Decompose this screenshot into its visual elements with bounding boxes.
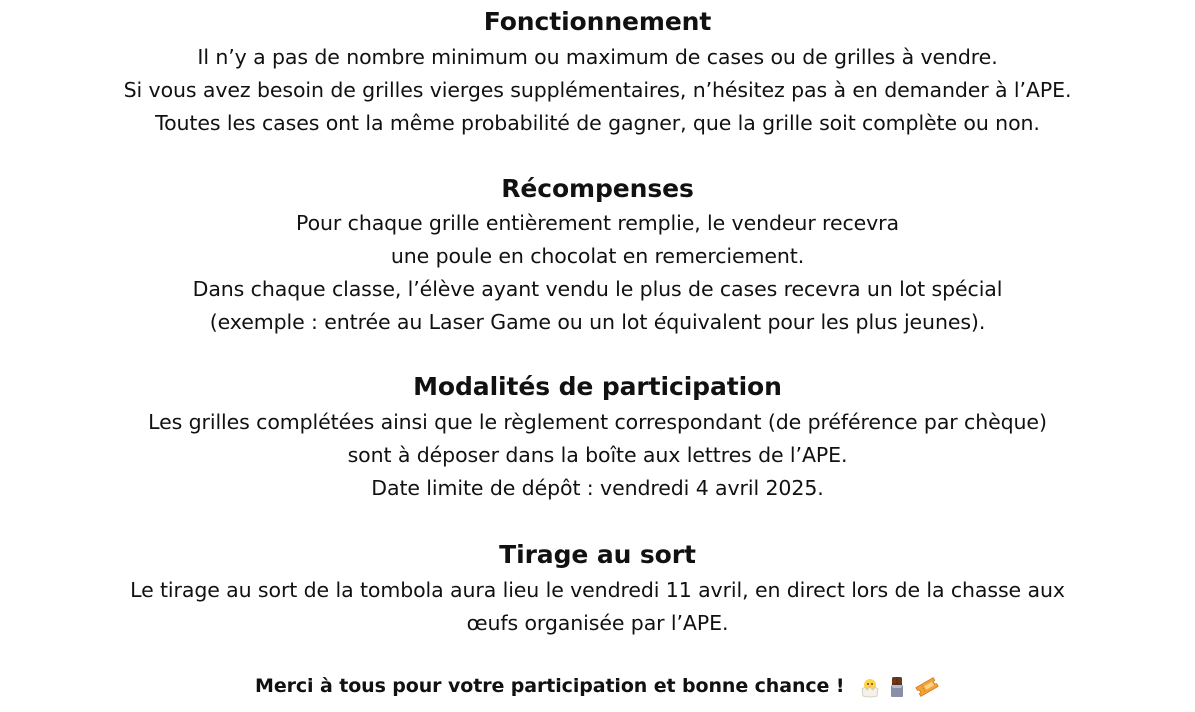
ticket-icon (914, 676, 940, 698)
section-line: Dans chaque classe, l’élève ayant vendu le plus de cases recevra un lot spécial (192, 277, 1003, 301)
section-line: Pour chaque grille entièrement remplie, le vendeur recevra (296, 211, 899, 235)
section-line: Il n’y a pas de nombre minimum ou maximum de cases ou de grilles à vendre. (197, 45, 998, 69)
section-title-modalites: Modalités de participation (413, 372, 782, 401)
section-line: Toutes les cases ont la même probabilité de gagner, que la grille soit complète ou non. (155, 111, 1040, 135)
section-line: (exemple : entrée au Laser Game ou un lot équivalent pour les plus jeunes). (209, 310, 986, 334)
emoji-row (859, 671, 940, 703)
section-title-recompenses: Récompenses (501, 174, 694, 203)
closing-text: Merci à tous pour votre participation et bonne chance ! (255, 675, 845, 697)
closing-line (0, 670, 1195, 703)
chocolate-bar-icon (887, 676, 907, 698)
section-title-fonctionnement: Fonctionnement (483, 7, 712, 36)
hatching-chick-icon (859, 676, 881, 698)
section-line: œufs organisée par l’APE. (466, 611, 729, 635)
section-line: sont à déposer dans la boîte aux lettres de l’APE. (347, 443, 848, 467)
section-title-tirage: Tirage au sort (499, 540, 696, 569)
section-line: Le tirage au sort de la tombola aura lieu le vendredi 11 avril, en direct lors de la chasse aux (130, 578, 1065, 602)
section-line: Date limite de dépôt : vendredi 4 avril 2025. (371, 476, 824, 500)
section-line: Les grilles complétées ainsi que le règlement correspondant (de préférence par chèque) (148, 410, 1047, 434)
section-line: une poule en chocolat en remerciement. (390, 244, 805, 268)
section-line: Si vous avez besoin de grilles vierges supplémentaires, n’hésitez pas à en demander à l’APE. (123, 78, 1072, 102)
